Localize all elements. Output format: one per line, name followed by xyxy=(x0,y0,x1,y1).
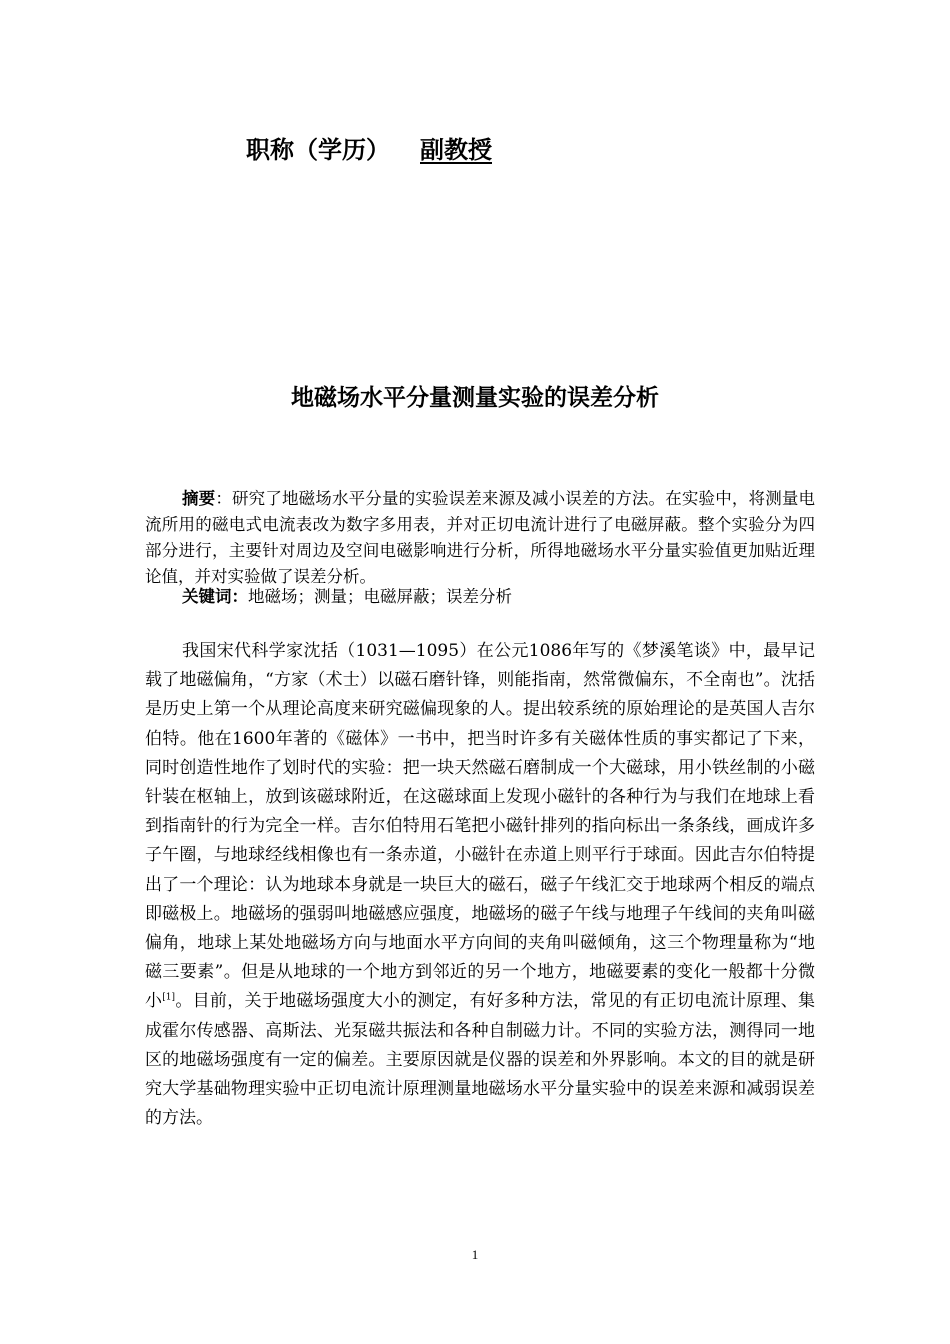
academic-rank-label: 职称（学历） xyxy=(246,136,390,164)
introduction-text-part2: 。目前，关于地磁场强度大小的测定，有好多种方法，常见的有正切电流计原理、集成霍尔传感器、高斯法、光泵磁共振法和各种自制磁力计。不同的实验方法，测得同一地区的地磁场强度有一定的偏差。主要原因就是仪器的误差和外界影响。本文的目的就是研究大学基础物理实验中正切电流计原理测量地磁场水平分量实验中的误差来源和减弱误差的方法。 xyxy=(145,991,815,1129)
paper-title: 地磁场水平分量测量实验的误差分析 xyxy=(291,385,659,411)
page-number: 1 xyxy=(471,1247,479,1262)
keywords-paragraph xyxy=(145,584,815,610)
academic-rank-line xyxy=(246,132,576,168)
academic-rank-value-field xyxy=(390,132,576,168)
abstract-paragraph xyxy=(145,486,815,590)
keywords-label: 关键词： xyxy=(182,587,248,606)
abstract-text: 研究了地磁场水平分量的实验误差来源及减小误差的方法。在实验中，将测量电流所用的磁电式电流表改为数字多用表，并对正切电流计进行了电磁屏蔽。整个实验分为四部分进行，主要针对周边及空间电磁影响进行分析，所得地磁场水平分量实验值更加贴近理论值，并对实验做了误差分析。 xyxy=(145,489,816,586)
abstract-colon: ： xyxy=(215,489,232,508)
academic-rank-value: 副教授 xyxy=(420,136,492,164)
abstract-label: 摘要 xyxy=(182,489,216,508)
citation-reference: [1] xyxy=(162,992,176,1003)
introduction-text-part1: 我国宋代科学家沈括（1031—1095）在公元1086年写的《梦溪笔谈》中，最早记载了地磁偏角，“方家（术士）以磁石磨针锋，则能指南，然常微偏东，不全南也”。沈括是历史上第一个从理论高度来研究磁偏现象的人。提出较系统的原始理论的是英国人吉尔伯特。他在1600年著的《磁体》一书中，把当时许多有关磁体性质的事实都记了下来，同时创造性地作了划时代的实验：把一块天然磁石磨制成一个大磁球，用小铁丝制的小磁针装在枢轴上，放到该磁球附近，在这磁球面上发现小磁针的各种行为与我们在地球上看到指南针的行为完全一样。吉尔伯特用石笔把小磁针排列的指向标出一条条线，画成许多子午圈，与地球经线相像也有一条赤道，小磁针在赤道上则平行于球面。因此吉尔伯特提出了一个理论：认为地球本身就是一块巨大的磁石，磁子午线汇交于地球两个相反的端点即磁极上。地磁场的强弱叫地磁感应强度，地磁场的磁子午线与地理子午线间的夹角叫磁偏角，地球上某处地磁场方向与地面水平方向间的夹角叫磁倾角，这三个物理量称为“地磁三要素”。但是从地球的一个地方到邻近的另一个地方，地磁要素的变化一般都十分微小 xyxy=(145,641,815,1012)
introduction-paragraph xyxy=(145,637,815,1133)
keywords-text: 地磁场；测量；电磁屏蔽；误差分析 xyxy=(248,587,512,606)
